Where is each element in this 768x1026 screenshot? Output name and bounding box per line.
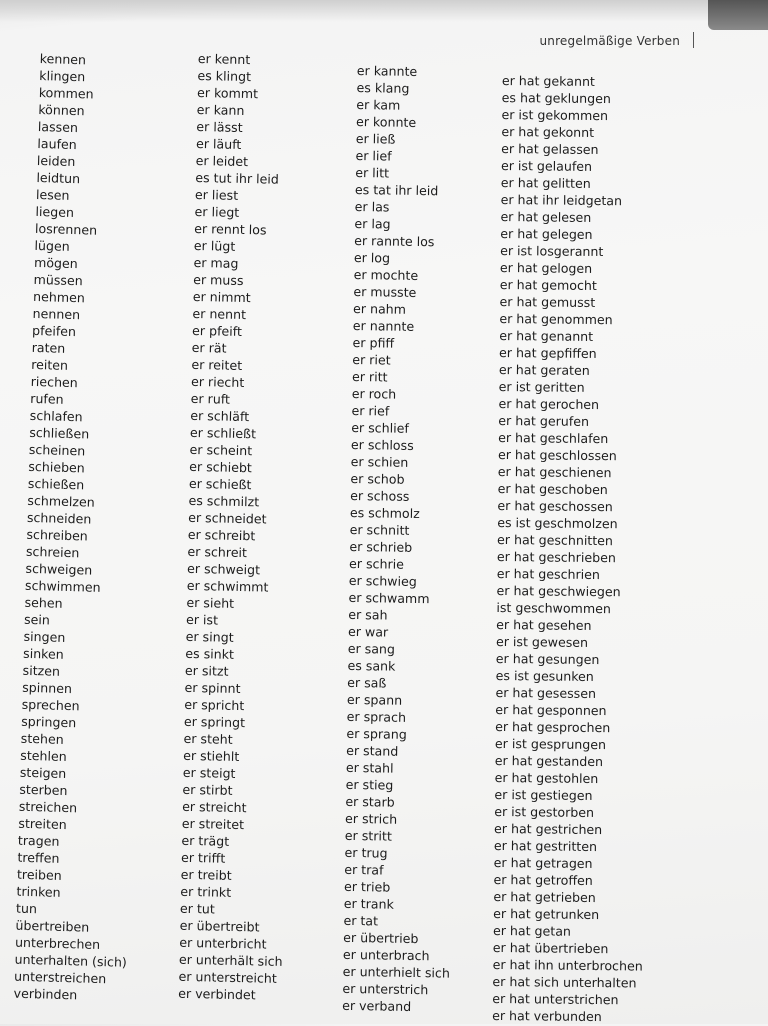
verb-form: springen [21, 713, 77, 731]
verb-form: er hat gelegen [500, 225, 593, 242]
verb-form: er hat gekonnt [501, 123, 595, 140]
verb-form: verbinden [13, 985, 78, 1003]
perfect-column [492, 72, 652, 1026]
verb-form: schließen [29, 424, 90, 442]
verb-form: es schmilzt [188, 492, 260, 510]
verb-form: er kam [356, 96, 401, 113]
infinitive-column [13, 50, 152, 1005]
verb-form: er rannte los [354, 232, 435, 250]
verb-form: ist geschwommen [496, 599, 611, 617]
verb-form: es klingt [197, 67, 252, 85]
verb-form: es schmolz [349, 504, 420, 522]
verb-form: er steigt [182, 764, 236, 781]
verb-form: er hat gelesen [500, 208, 592, 225]
verb-form: schießen [27, 475, 85, 493]
verb-form: er starb [345, 793, 395, 810]
verb-form: er läuft [195, 135, 242, 152]
verb-form: er tat [343, 912, 379, 929]
verb-form: nehmen [32, 288, 86, 306]
verb-form: er tut [179, 900, 215, 917]
verb-form: er spann [346, 691, 403, 708]
verb-form: er reitet [191, 356, 243, 373]
verb-form: er kannte [356, 62, 418, 79]
verb-form: kommen [38, 84, 94, 102]
verb-form: er stahl [345, 759, 394, 776]
verb-form: schweigen [25, 560, 93, 578]
verb-form: er trägt [181, 832, 230, 849]
verb-form: er hat geschlafen [498, 429, 609, 447]
verb-form: scheinen [28, 441, 86, 459]
verb-form: raten [31, 339, 66, 356]
verb-form: pfeifen [31, 322, 77, 340]
present-column [178, 50, 302, 1004]
verb-form: er hat gesprochen [495, 718, 611, 736]
verb-form: stehlen [20, 747, 67, 765]
verb-form: er rief [351, 402, 390, 419]
verb-form: er schwieg [348, 572, 417, 590]
verb-form: er hat gerufen [498, 412, 590, 429]
verb-form: er stiehlt [183, 747, 240, 765]
verb-form: er spricht [184, 696, 245, 714]
verb-form: er stritt [344, 827, 392, 844]
verb-form: es hat geklungen [501, 89, 611, 107]
verb-form: er schweigt [186, 560, 261, 578]
verb-form: er hat gesehen [496, 616, 592, 633]
verb-form: es ist geschmolzen [497, 514, 618, 532]
verb-form: er nennt [192, 305, 247, 323]
verb-form: er hat gesessen [495, 684, 597, 702]
verb-form: er hat geschossen [497, 497, 613, 515]
verb-form: es sank [347, 657, 396, 674]
verb-form: er nimmt [192, 288, 251, 306]
verb-form: er trinkt [180, 883, 232, 900]
verb-form: er ist gewesen [495, 633, 589, 650]
verb-form: kennen [39, 50, 87, 68]
verb-form: er riecht [190, 373, 245, 391]
verb-form: er ist geritten [498, 378, 585, 395]
verb-form: reiten [31, 356, 69, 373]
verb-form: er hat gesponnen [495, 701, 607, 719]
verb-form: er übertrieb [343, 929, 419, 947]
verb-form: laufen [37, 135, 77, 153]
verb-form: trinken [16, 883, 61, 900]
verb-form: er sitzt [184, 662, 229, 679]
verb-form: treiben [16, 866, 62, 883]
verb-form: er rät [191, 339, 227, 356]
verb-form: er trug [344, 844, 388, 861]
verb-form: er ruft [190, 390, 231, 407]
verb-form: tragen [17, 832, 60, 849]
page-top-shadow [0, 0, 768, 22]
verb-form: er hat getragen [493, 854, 593, 871]
verb-form: sprechen [21, 696, 80, 714]
verb-form: streichen [18, 798, 78, 816]
verb-form: unterstreichen [13, 968, 107, 987]
verb-form: er ist gestiegen [494, 786, 593, 803]
verb-form: er schneidet [188, 509, 267, 527]
verb-form: schieben [28, 458, 86, 476]
verb-form: schwimmen [24, 577, 101, 595]
verb-form: er hat geschlossen [497, 446, 617, 464]
verb-form: er hat genommen [499, 310, 613, 328]
verb-form: mögen [33, 254, 78, 272]
verb-form: er sprang [346, 725, 407, 742]
verb-form: er ist gestorben [494, 803, 595, 821]
verb-form: er lag [354, 215, 391, 232]
verb-form: er schreit [187, 543, 248, 561]
verb-form: sterben [19, 781, 68, 799]
verb-form: er schlief [351, 419, 409, 436]
verb-form: er scheint [189, 441, 253, 459]
verb-form: rufen [30, 390, 64, 407]
verb-form: er steht [183, 730, 233, 747]
verb-form: er hat unterstrichen [492, 990, 619, 1008]
verb-form: er sieht [186, 594, 235, 611]
verb-form: er ist [185, 611, 219, 628]
verb-form: er pfiff [352, 334, 395, 351]
verb-form: lesen [35, 186, 70, 203]
verb-form: sehen [24, 594, 63, 611]
verb-form: er hat gestrichen [493, 820, 603, 838]
verb-form: er lässt [196, 118, 243, 135]
verb-form: er hat ihn unterbrochen [492, 956, 643, 974]
verb-form: leiden [36, 152, 76, 170]
verb-form: er nannte [352, 317, 415, 334]
verb-form: er schloss [350, 436, 414, 453]
verb-form: riechen [30, 373, 78, 391]
section-header: unregelmäßige Verben [539, 34, 680, 48]
verb-form: steigen [19, 764, 67, 782]
verb-form: er hat gestritten [493, 837, 598, 855]
verb-form: er hat geraten [498, 361, 590, 378]
verb-form: er ist gesprungen [494, 735, 607, 753]
verb-form: schlafen [29, 407, 83, 425]
verb-form: streiten [18, 815, 67, 833]
verb-form: sein [23, 611, 51, 628]
verb-form: er litt [355, 164, 390, 181]
verb-form: er muss [193, 271, 244, 289]
verb-form: sinken [22, 645, 64, 662]
verb-form: er trifft [180, 849, 226, 866]
verb-form: er unterbrach [342, 946, 430, 964]
verb-form: er schrie [349, 555, 405, 572]
verb-form: er schwamm [348, 589, 430, 607]
verb-form: er hat gestanden [494, 752, 604, 770]
verb-form: er stieg [345, 776, 394, 793]
verb-form: er mochte [353, 266, 419, 283]
verb-form: er hat geschrien [496, 565, 601, 583]
verb-form: er konnte [355, 113, 417, 130]
verb-form: er unterstreicht [178, 968, 277, 986]
verb-form: er unterstrich [342, 980, 429, 998]
verb-form: er hat gemusst [499, 293, 596, 310]
verb-form: schmelzen [27, 492, 95, 510]
verb-form: er hat geschwiegen [496, 582, 621, 600]
verb-form: er sah [348, 606, 388, 623]
verb-form: er musste [353, 283, 417, 300]
verb-form: unterhalten (sich) [14, 951, 128, 970]
verb-form: er roch [351, 385, 397, 402]
verb-form: er streitet [181, 815, 245, 833]
verb-form: lügen [34, 237, 70, 254]
verb-form: er stand [346, 742, 399, 759]
verb-form: er unterbricht [179, 934, 267, 952]
verb-form: er schnitt [349, 521, 410, 538]
verb-form: sitzen [22, 662, 61, 679]
verb-form: er sang [347, 640, 396, 657]
verb-form: er hat gelitten [500, 174, 591, 191]
header-divider [693, 32, 694, 48]
verb-form: er hat gelogen [499, 259, 593, 276]
verb-form: er strich [344, 810, 398, 827]
verb-form: er riet [352, 351, 391, 368]
verb-form: er schoss [350, 487, 410, 504]
verb-form: unterbrechen [14, 934, 101, 953]
verb-form: er schien [350, 453, 409, 470]
verb-form: er schießt [188, 475, 252, 493]
verb-form: er unterhält sich [178, 951, 283, 969]
verb-form: er schwimmt [186, 577, 269, 595]
verb-form: er hat gesungen [495, 650, 600, 668]
verb-form: er kann [196, 101, 245, 118]
verb-form: spinnen [21, 679, 73, 697]
verb-form: tun [15, 900, 38, 917]
verb-form: losrennen [34, 220, 98, 238]
verb-form: leidtun [36, 169, 81, 187]
verb-form: er ließ [355, 130, 396, 147]
verb-form: er leidet [195, 152, 249, 170]
verb-form: können [38, 101, 85, 119]
verb-form: er hat gekannt [501, 72, 596, 89]
verb-form: er kommt [196, 84, 259, 102]
verb-form: er hat getrieben [493, 888, 596, 906]
verb-form: er verband [342, 997, 412, 1014]
verb-form: es sinkt [185, 645, 235, 662]
binder-clip [708, 0, 768, 30]
verb-form: müssen [33, 271, 83, 289]
verb-form: er hat geschienen [497, 463, 612, 481]
verb-form: er hat genannt [499, 327, 594, 344]
verb-form: er übertreibt [179, 917, 260, 935]
verb-form: treffen [17, 849, 60, 866]
verb-form: er las [354, 198, 390, 215]
verb-form: er hat getan [492, 922, 572, 939]
verb-form: er trank [343, 895, 394, 912]
verb-form: er traf [344, 861, 384, 878]
verb-form: er rennt los [194, 220, 267, 238]
verb-form: er hat geschoben [497, 480, 608, 498]
verb-form: liegen [35, 203, 75, 221]
verb-form: er hat geschnitten [497, 531, 614, 549]
verb-form: er war [347, 623, 389, 640]
verb-form: es ist gesunken [495, 667, 594, 684]
verb-form: er treibt [180, 866, 232, 883]
verb-form: er trieb [343, 878, 391, 895]
verb-form: er hat geschrieben [496, 548, 616, 566]
verb-form: er ist gekommen [501, 106, 609, 124]
verb-form: er lief [355, 147, 392, 164]
verb-form: es tut ihr leid [195, 169, 280, 187]
verb-form: er springt [183, 713, 246, 731]
verb-form: er schläft [190, 407, 250, 425]
verb-form: er mag [193, 254, 239, 271]
verb-form: es tat ihr leid [354, 181, 439, 199]
verb-form: stehen [20, 730, 64, 747]
verb-form: er stirbt [182, 781, 233, 798]
verb-form: er hat getrunken [493, 905, 600, 923]
verb-form: schreien [25, 543, 80, 561]
verb-form: er hat getroffen [493, 871, 593, 888]
verb-form: er spinnt [184, 679, 241, 697]
verb-form: er schob [350, 470, 405, 487]
verb-form: es klang [356, 79, 410, 96]
verb-form: er liest [194, 186, 239, 203]
verb-form: er hat gelassen [501, 140, 599, 158]
verb-form: übertreiben [15, 917, 90, 935]
verb-form: er unterhielt sich [342, 963, 450, 981]
verb-form: er ist losgerannt [500, 242, 604, 260]
verb-form: schreiben [26, 526, 89, 544]
past-column [342, 62, 464, 1016]
verb-form: er hat gerochen [498, 395, 600, 413]
verb-form: er singt [185, 628, 234, 645]
verb-form: er lügt [193, 237, 236, 254]
verb-form: er hat ihr leidgetan [500, 191, 623, 209]
verb-form: er nahm [353, 300, 407, 317]
verb-form: er hat verbunden [492, 1007, 602, 1025]
verb-form: er saß [347, 674, 387, 691]
verb-form: er schrieb [349, 538, 413, 555]
verb-form: er sprach [346, 708, 407, 725]
verb-form: er hat gestohlen [494, 769, 599, 787]
verb-form: er schließt [189, 424, 257, 442]
verb-form: er verbindet [178, 985, 256, 1003]
verb-form: er kennt [197, 50, 251, 68]
verb-form: er hat gemocht [499, 276, 597, 294]
verb-form: er schreibt [187, 526, 256, 544]
verb-form: er schiebt [189, 458, 252, 476]
verb-form: er ritt [351, 368, 388, 385]
verb-form: er log [353, 249, 391, 266]
verb-form: lassen [37, 118, 79, 136]
verb-form: klingen [39, 67, 86, 85]
verb-form: er liegt [194, 203, 240, 220]
verb-form: singen [23, 628, 66, 645]
verb-form: er hat übertrieben [492, 939, 609, 957]
verb-form: er pfeift [191, 322, 243, 339]
verb-form: er streicht [181, 798, 247, 816]
verb-form: er hat gepfiffen [498, 344, 597, 362]
verb-form: er hat sich unterhalten [492, 973, 637, 991]
verb-form: schneiden [26, 509, 92, 527]
verb-form: nennen [32, 305, 81, 323]
verb-form: er ist gelaufen [500, 157, 593, 174]
